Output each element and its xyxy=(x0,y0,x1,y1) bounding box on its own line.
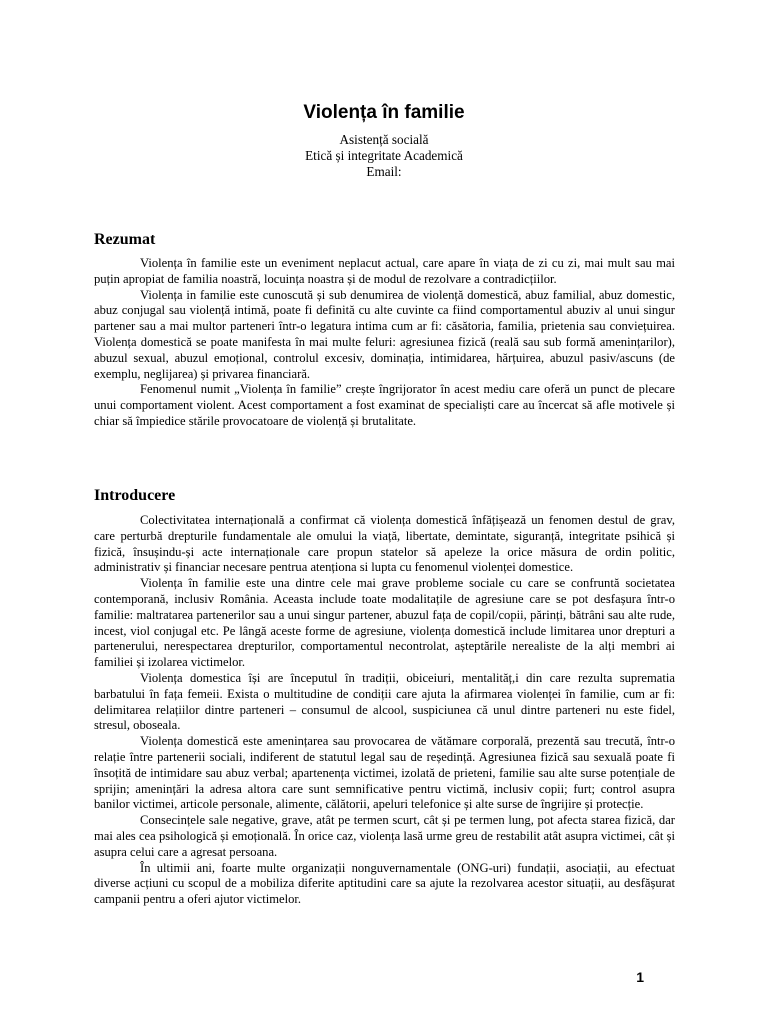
page-number: 1 xyxy=(636,969,644,985)
section-heading-rezumat: Rezumat xyxy=(94,231,156,248)
document-title: Violența în familie xyxy=(303,102,465,123)
paragraph: Violența domestică este amenințarea sau provocarea de vătămare corporală, prezentă sau trecută, într-o relație între partenerii sociali, indiferent de statutul legal sau de reședință. Agresiunea fizică sau sexuală poate fi însoțită de intimidare sau abuz verbal; apartenența victimei, izolată de prieteni, familie sau alte surse potențiale de sprijin; amenințări la adresa altora care sunt semnificative pentru victimă, inclusiv copii; furt; control asupra banilor victimei, articole personale, alimente, călătorii, apeluri telefonice și alte surse de îngrijire și protecție. xyxy=(94,734,675,812)
section-introducere xyxy=(94,513,675,908)
email-line: Email: xyxy=(366,164,402,179)
paragraph: Consecințele sale negative, grave, atât pe termen scurt, cât și pe termen lung, pot afecta starea fizică, dar mai ales cea psihologică și emoțională. În orice caz, violența lasă urme greu de restabilit atât asupra victimei, cât și asupra celui care a agresat persoana. xyxy=(94,813,675,859)
paragraph: Violența domestica își are începutul în tradiții, obiceiuri, mentalităț,i din care rezulta suprematia barbatului în fața femeii. Exista o multitudine de condiții care ajuta la afirmarea violenței în familie, cum ar fi: delimitarea relațiilor dintre parteneri – consumul de alcool, suspiciunea că unul dintre parteneri nu este fidel, stresul, oboseala. xyxy=(94,670,675,733)
section-heading-introducere: Introducere xyxy=(94,487,176,504)
paragraph: Violența în familie este una dintre cele mai grave probleme sociale cu care se confruntă societatea contemporană, inclusiv România. Aceasta include toate modalitațile de agresiune care se pot desfașura într-o familie: maltratarea partenerilor sau a unui singur partener, abuzul fața de copil/copii, părinți, bătrâni sau alte rude, incest, viol conjugal etc. Pe lângă aceste forme de agresiune, violența domestică include limitarea unor drepturi a partenerului, nerespectarea drepturilor, comportamentul necontrolat, așteptările nerealiste de la alți membri ai familiei și izolarea victimelor. xyxy=(94,576,675,670)
course-subject: Etică și integritate Academică xyxy=(305,148,463,163)
paragraph: Violența în familie este un eveniment neplacut actual, care apare în viața de zi cu zi, mai mult sau mai puțin apropiat de familia noastră, locuința noastra și de modul de rezolvare a contradicțiilor. xyxy=(94,256,675,286)
section-rezumat xyxy=(94,256,675,430)
paragraph: Colectivitatea internațională a confirmat că violența domestică înfățișează un fenomen destul de grav, care perturbă drepturile fundamentale ale omului la viață, libertate, demintate, siguranță, integritate psihică și fizică, însușindu-și acte internaționale care propun statelor să apeleze la orice măsura de ordin politic, administrativ și financiar necesare pentrua atenționa si lupta cu fenomenul violenței domestice. xyxy=(94,513,675,575)
paragraph: În ultimii ani, foarte multe organizații nonguvernamentale (ONG-uri) fundații, asociații, au efectuat diverse acțiuni cu scopul de a mobiliza diferite aptitudini care sa ajute la rezolvarea acestor situații, au desfășurat campanii pentru a oferi ajutor victimelor. xyxy=(94,860,675,907)
paragraph: Fenomenul numit „Violența în familie” crește îngrijorator în acest mediu care oferă un punct de plecare unui comportament violent. Acest comportament a fost examinat de specialiști care au încercat să afle motivele și chiar să împiedice stările provocatoare de violență și brutalitate. xyxy=(94,382,675,428)
paragraph: Violența in familie este cunoscută și sub denumirea de violență domestică, abuz familial, abuz domestic, abuz conjugal sau violență intimă, poate fi definită cu alte cuvinte ca fiind comportamentul abuziv al unui singur partener sau a mai multor parteneri într-o legatura intima cum ar fi: căsătoria, familia, prietenia sau conviețuirea. Violența domestică se poate manifesta în mai multe feluri: agresiunea fizică (reală sau sub formă amenințarilor), abuzul sexual, abuzul emoțional, controlul excesiv, dominația, intimidarea, hărțuirea, abuzul pasiv/ascuns (de exemplu, neglijarea) și privarea financiară. xyxy=(94,287,675,381)
subtitle-block xyxy=(0,132,768,180)
course-name: Asistență socială xyxy=(339,132,429,147)
